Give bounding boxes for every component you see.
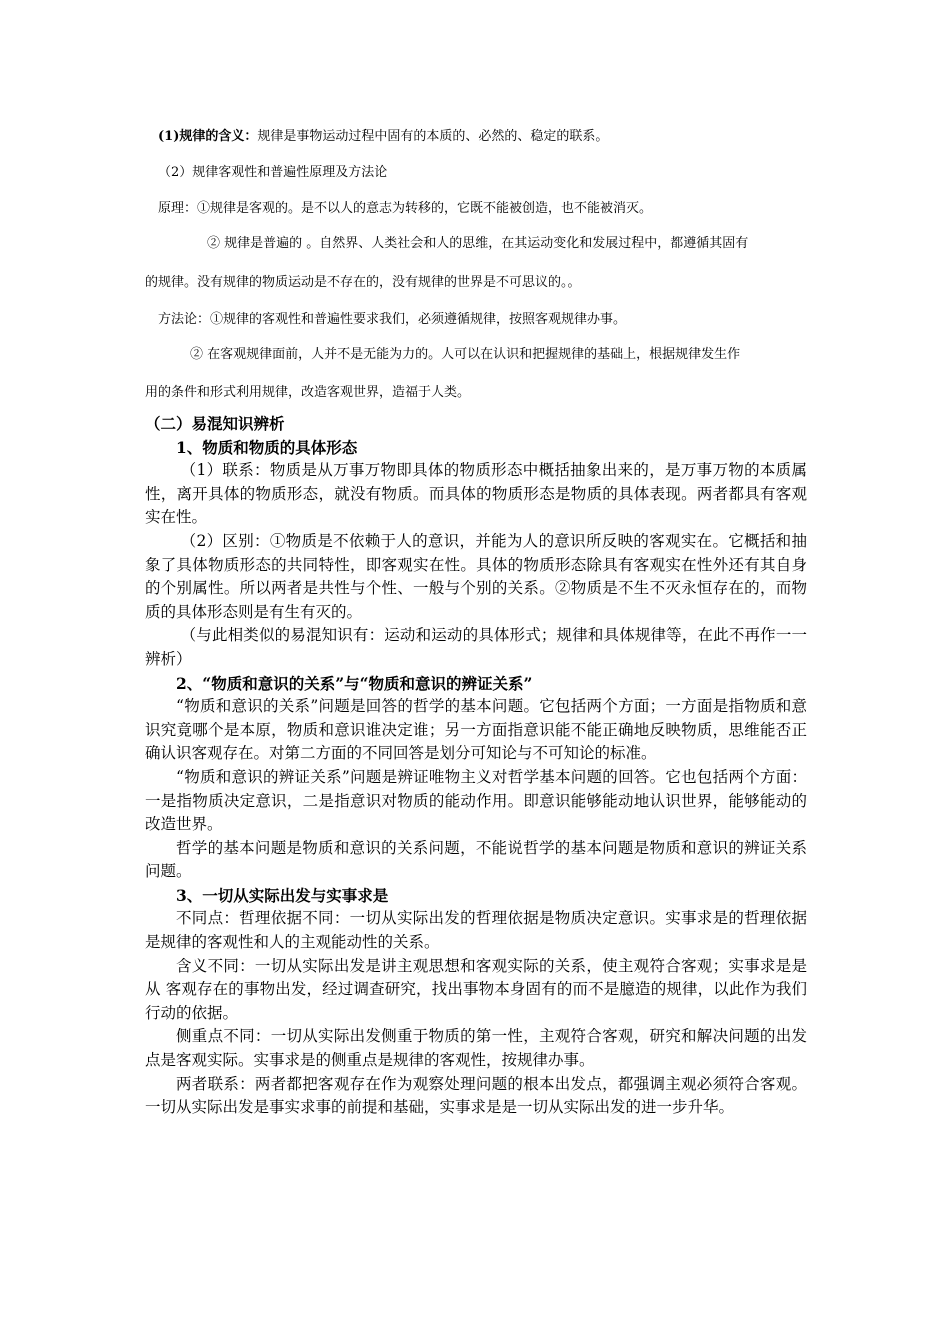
- methodology-line-1: 方法论：①规律的客观性和普遍性要求我们，必须遵循规律，按照客观规律办事。: [158, 312, 627, 327]
- paragraph-7: 不同点：哲理依据不同：一切从实际出发的哲理依据是物质决定意识。实事求是的哲理依据是规律的客观性和人的主观能动性的关系。: [145, 909, 807, 952]
- paragraph-2: （2）区别：①物质是不依赖于人的意识，并能为人的意识所反映的客观实在。它概括和抽象了具体物质形态的共同特性，即客观实在性。具体的物质形态除具有客观实在性外还有其自身的个别属性。所以两者是共性与个性、一般与个别的关系。②物质是不生不灭永恒存在的，而物质的具体形态则是有生有灭的。: [145, 531, 807, 621]
- law-definition-text: 规律是事物运动过程中固有的本质的、必然的、稳定的联系。: [257, 129, 609, 144]
- paragraph-1: （1）联系：物质是从万事万物即具体的物质形态中概括抽象出来的，是万事万物的本质属性，离开具体的物质形态，就没有物质。而具体的物质形态是物质的具体表现。两者都具有客观实在性。: [145, 461, 807, 527]
- paragraph-8: 含义不同：一切从实际出发是讲主观思想和客观实际的关系，使主观符合客观；实事求是是从 客观存在的事物出发，经过调查研究，找出事物本身固有的而不是臆造的规律，以此作为我们行动的依据。: [145, 956, 807, 1022]
- law-definition-label: (1)规律的含义：: [158, 129, 258, 144]
- heading-1: 1、物质和物质的具体形态: [176, 437, 358, 457]
- paragraph-6: 哲学的基本问题是物质和意识的关系问题，不能说哲学的基本问题是物质和意识的辨证关系问题。: [145, 838, 807, 881]
- heading-2: 2、“物质和意识的关系”与“物质和意识的辨证关系”: [176, 673, 533, 693]
- paragraph-4: “物质和意识的关系”问题是回答的哲学的基本问题。它包括两个方面；一方面是指物质和意识究竟哪个是本原，物质和意识谁决定谁；另一方面指意识能不能正确地反映物质，思维能否正确认识客观存在。对第二方面的不同回答是划分可知论与不可知论的标准。: [145, 697, 807, 763]
- principle-line-2: ② 规律是普遍的 。自然界、人类社会和人的思维，在其运动变化和发展过程中，都遵循其固有: [207, 236, 749, 251]
- law-definition-line: [158, 128, 608, 146]
- methodology-line-2: ② 在客观规律面前，人并不是无能为力的。人可以在认识和把握规律的基础上，根据规律发生作: [190, 347, 741, 362]
- principle-line-1: 原理：①规律是客观的。是不以人的意志为转移的，它既不能被创造，也不能被消灭。: [158, 201, 653, 216]
- law-principle-heading: （2）规律客观性和普遍性原理及方法论: [158, 165, 388, 180]
- paragraph-9: 侧重点不同：一切从实际出发侧重于物质的第一性，主观符合客观，研究和解决问题的出发点是客观实际。实事求是的侧重点是规律的客观性，按规律办事。: [145, 1027, 807, 1070]
- methodology-line-2-cont: 用的条件和形式利用规律，改造客观世界，造福于人类。: [145, 385, 471, 400]
- heading-3: 3、一切从实际出发与实事求是: [176, 885, 389, 905]
- paragraph-5: “物质和意识的辨证关系”问题是辨证唯物主义对哲学基本问题的回答。它也包括两个方面：一是指物质决定意识，二是指意识对物质的能动作用。即意识能够能动地认识世界，能够能动的改造世界。: [145, 767, 807, 834]
- paragraph-3: （与此相类似的易混知识有：运动和运动的具体形式；规律和具体规律等，在此不再作一一辨析）: [145, 626, 807, 668]
- paragraph-10: 两者联系：两者都把客观存在作为观察处理问题的根本出发点，都强调主观必须符合客观。一切从实际出发是事实求事的前提和基础，实事求是是一切从实际出发的进一步升华。: [145, 1074, 807, 1117]
- principle-line-2-cont: 的规律。没有规律的物质运动是不存在的，没有规律的世界是不可思议的。。: [145, 275, 581, 290]
- main-content: [145, 412, 807, 1120]
- section-title: （二）易混知识辨析: [145, 414, 285, 433]
